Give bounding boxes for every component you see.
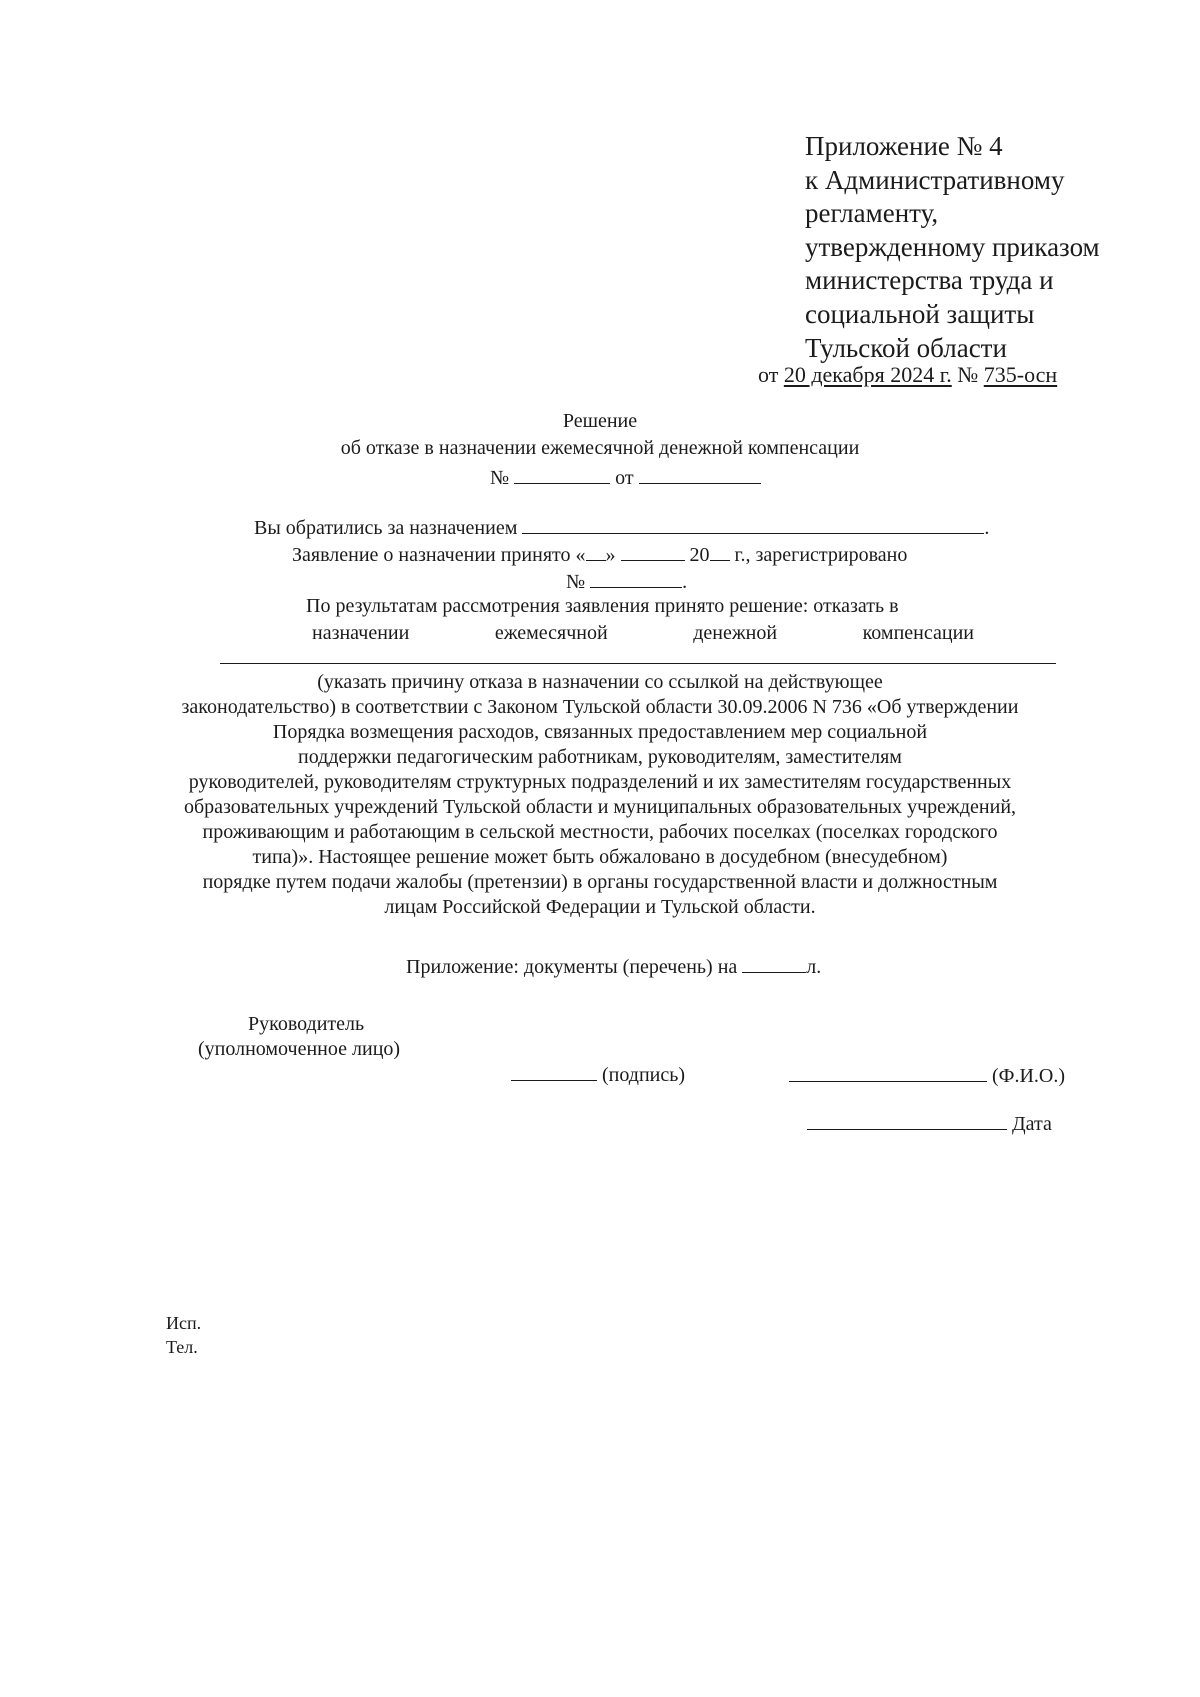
date-line — [807, 1110, 1052, 1136]
signatory-role-note: (уполномоченное лицо) — [198, 1038, 401, 1060]
signatory-role: Руководитель — [248, 1013, 365, 1035]
signature-field[interactable] — [511, 1061, 597, 1081]
justified-word: назначении — [312, 622, 410, 644]
decision-date-field[interactable] — [639, 464, 761, 484]
registration-number-field[interactable] — [590, 568, 682, 588]
refusal-reason-rule[interactable] — [220, 663, 1056, 664]
signature-line — [511, 1061, 685, 1087]
body-line: законодательство) в соответствии с Законом Тульской области 30.09.2006 N 736 «Об утверждении — [181, 696, 1019, 718]
order-date: 20 декабря 2024 г. — [783, 362, 952, 387]
justified-word: ежемесячной — [494, 622, 608, 644]
applied-service-field[interactable] — [522, 514, 984, 534]
appendix-line: министерства труда и — [805, 265, 1054, 296]
accepted-day-field[interactable] — [586, 541, 606, 561]
body-line: типа)». Настоящее решение может быть обжаловано в досудебном (внесудебном) — [252, 846, 948, 868]
order-date-line — [758, 362, 1057, 388]
applied-label: Вы обратились за назначением — [254, 517, 518, 539]
appendix-line: социальной защиты — [805, 298, 1035, 329]
accepted-label: Заявление о назначении принято « — [292, 544, 586, 566]
registration-number-sign: № — [566, 571, 586, 593]
registration-end: . — [682, 571, 688, 593]
justified-word: денежной — [693, 622, 778, 644]
attachment-suffix: л. — [806, 956, 822, 978]
decision-number-line — [490, 464, 761, 490]
appendix-line: к Административному — [805, 164, 1065, 195]
date-field[interactable] — [807, 1110, 1007, 1130]
body-line: (указать причину отказа в назначении со ссылкой на действующее — [317, 671, 883, 693]
appendix-line: регламенту, — [805, 198, 939, 229]
body-line: лицам Российской Федерации и Тульской области. — [384, 896, 816, 918]
document-subtitle: об отказе в назначении ежемесячной денежной компенсации — [340, 437, 860, 459]
executor-label: Исп. — [166, 1313, 202, 1333]
applied-line — [254, 514, 989, 540]
date-label: Дата — [1012, 1113, 1052, 1135]
appendix-line: Тульской области — [805, 332, 1007, 363]
appendix-block — [805, 130, 1135, 365]
full-name-field[interactable] — [789, 1062, 987, 1082]
appendix-line: утвержденному приказом — [805, 231, 1100, 262]
appendix-line: Приложение № 4 — [805, 131, 1003, 161]
decision-number-field[interactable] — [514, 464, 610, 484]
attachment-line — [406, 953, 821, 979]
body-line: порядке путем подачи жалобы (претензии) в органы государственной власти и должностным — [202, 871, 998, 893]
decision-justified-line — [312, 622, 974, 645]
body-line: Порядка возмещения расходов, связанных предоставлением мер социальной — [272, 721, 928, 743]
accepted-year-field[interactable] — [710, 541, 730, 561]
body-line: поддержки педагогическим работникам, руководителям, заместителям — [298, 746, 902, 768]
applied-end: . — [984, 517, 990, 539]
full-name-label: (Ф.И.О.) — [992, 1065, 1066, 1087]
registration-line — [566, 568, 687, 594]
accepted-quote-close: » — [605, 544, 616, 566]
attachment-label: Приложение: документы (перечень) на — [406, 956, 738, 978]
phone-label: Тел. — [166, 1337, 198, 1357]
signature-label: (подпись) — [602, 1064, 686, 1086]
order-number-sign: № — [957, 362, 979, 387]
full-name-line — [789, 1062, 1065, 1088]
decision-number-sign: № — [490, 467, 510, 489]
decision-from-label: от — [615, 467, 634, 489]
document-title: Решение — [562, 410, 638, 432]
attachment-sheets-field[interactable] — [742, 953, 806, 973]
date-prefix: от — [758, 362, 779, 387]
accepted-line — [292, 541, 907, 567]
body-line: образовательных учреждений Тульской области и муниципальных образовательных учреждений, — [183, 796, 1017, 818]
body-line: руководителей, руководителям структурных подразделений и их заместителям государственных — [188, 771, 1012, 793]
decision-line: По результатам рассмотрения заявления принято решение: отказать в — [306, 595, 899, 617]
accepted-year: 20 — [689, 544, 710, 566]
accepted-month-field[interactable] — [621, 541, 685, 561]
justified-word: компенсации — [862, 622, 974, 644]
order-number: 735-осн — [983, 362, 1058, 387]
body-line: проживающим и работающим в сельской местности, рабочих поселках (поселках городского — [202, 821, 998, 843]
accepted-suffix: г., зарегистрировано — [734, 544, 908, 566]
